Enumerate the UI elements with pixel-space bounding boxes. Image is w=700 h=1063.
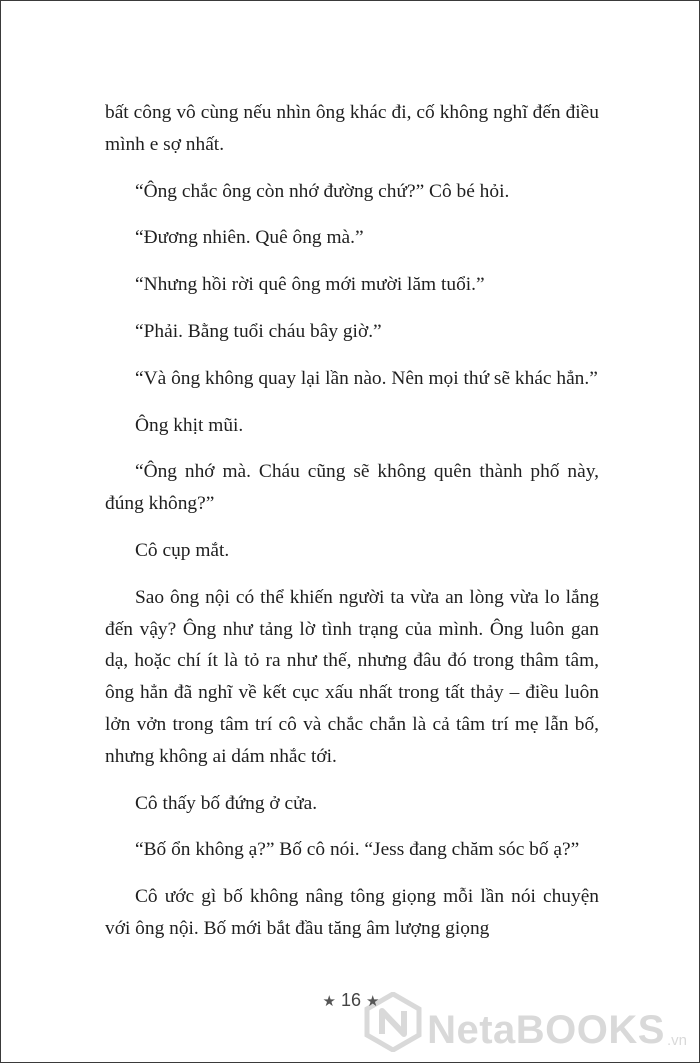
paragraph: “Ông nhớ mà. Cháu cũng sẽ không quên thành phố này, đúng không?” bbox=[105, 461, 599, 515]
watermark-tld: .vn bbox=[666, 1032, 687, 1049]
star-icon: ★ bbox=[366, 993, 380, 1010]
paragraph: “Nhưng hồi rời quê ông mới mười lăm tuổi.” bbox=[135, 274, 485, 296]
star-icon: ★ bbox=[322, 993, 336, 1010]
paragraph: Cô thấy bố đứng ở cửa. bbox=[135, 792, 318, 814]
watermark-brand: NetaBOOKS bbox=[427, 1008, 665, 1052]
paragraph: Sao ông nội có thể khiến người ta vừa an lòng vừa lo lắng đến vậy? Ông như tảng lờ tình trạng của mình. Ông luôn gan dạ, hoặc chí ít là tỏ ra như thế, nhưng đâu đó trong thâm tâm, ông hẳn đã nghĩ về kết cục xấu nhất trong tất thảy – điều luôn lởn vởn trong tâm trí cô và chắc chắn là cả tâm trí mẹ lẫn bố, nhưng không ai dám nhắc tới. bbox=[105, 586, 599, 767]
paragraph: “Và ông không quay lại lần nào. Nên mọi thứ sẽ khác hẳn.” bbox=[135, 367, 598, 389]
page-number-value: 16 bbox=[340, 990, 362, 1010]
paragraph: “Bố ổn không ạ?” Bố cô nói. “Jess đang chăm sóc bố ạ?” bbox=[135, 839, 580, 861]
paragraph: Ông khịt mũi. bbox=[135, 414, 244, 436]
netabooks-logo-icon bbox=[363, 992, 423, 1052]
paragraph: Cô ước gì bố không nâng tông giọng mỗi lần nói chuyện với ông nội. Bố mới bắt đầu tăng âm lượng giọng bbox=[105, 886, 599, 939]
watermark bbox=[363, 992, 687, 1052]
paragraph: Cô cụp mắt. bbox=[135, 539, 230, 561]
paragraph: “Đương nhiên. Quê ông mà.” bbox=[135, 227, 364, 249]
paragraph: bất công vô cùng nếu nhìn ông khác đi, cố không nghĩ đến điều mình e sợ nhất. bbox=[105, 102, 599, 155]
body-text bbox=[105, 97, 599, 960]
paragraph: “Phải. Bằng tuổi cháu bây giờ.” bbox=[135, 320, 382, 342]
paragraph: “Ông chắc ông còn nhớ đường chứ?” Cô bé hỏi. bbox=[135, 180, 510, 202]
